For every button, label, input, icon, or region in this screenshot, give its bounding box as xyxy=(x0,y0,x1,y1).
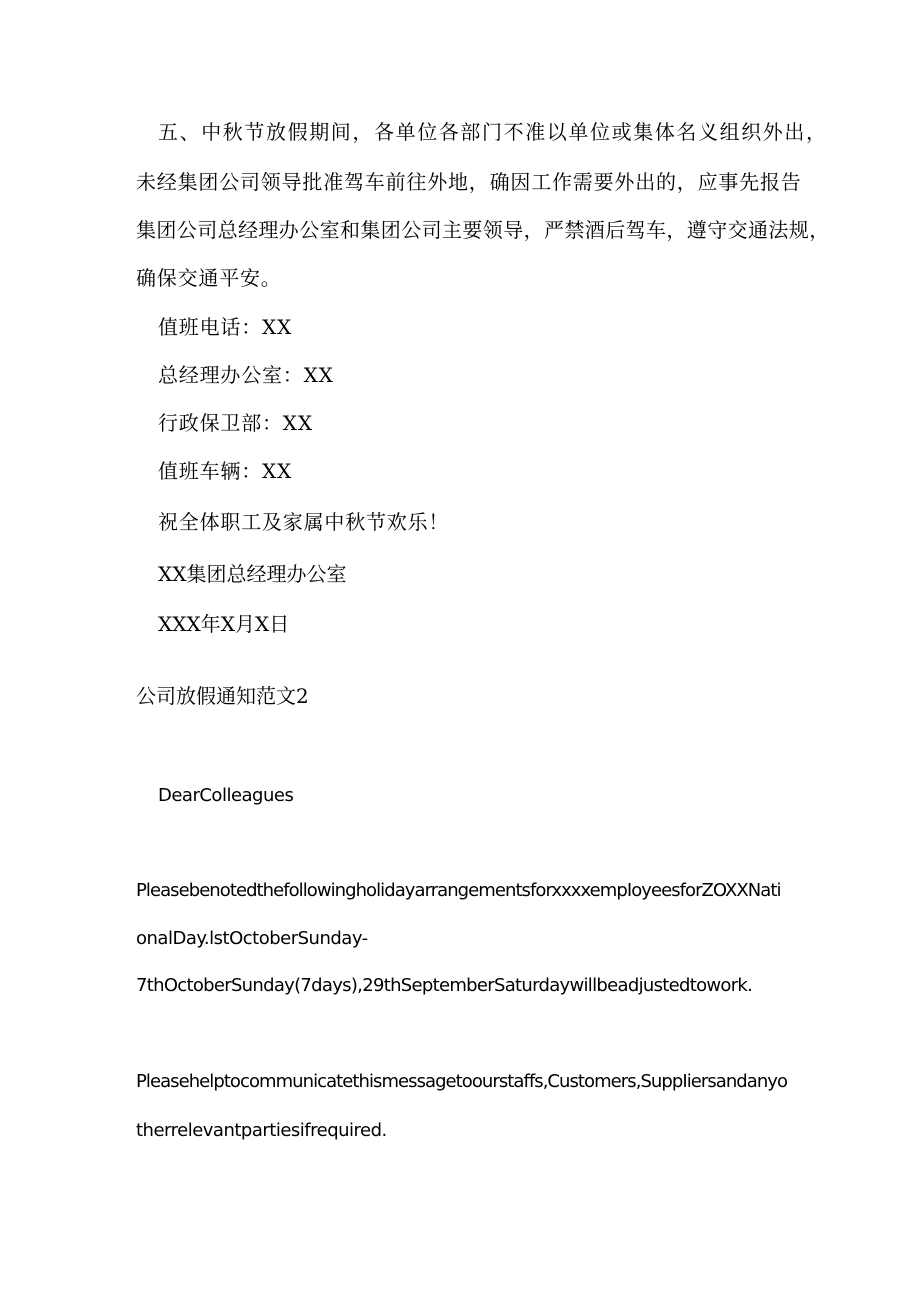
english-paragraph-2-line-2: therrelevantpartiesifrequired. xyxy=(136,1120,387,1141)
date: XXX年X月X日 xyxy=(158,612,290,636)
paragraph-5-line-2: 未经集团公司领导批准驾车前往外地，确因工作需要外出的，应事先报告 xyxy=(136,170,802,194)
english-paragraph-1-line-3: 7thOctoberSunday(7days),29thSeptemberSaturdaywillbeadjustedtowork. xyxy=(136,975,753,996)
contact-admin-security: 行政保卫部：XX xyxy=(158,411,313,435)
contact-gm-office: 总经理办公室：XX xyxy=(158,363,334,387)
english-paragraph-1-line-2: onalDay.lstOctoberSunday- xyxy=(136,928,368,949)
contact-duty-phone: 值班电话：XX xyxy=(158,315,293,339)
paragraph-5-line-4: 确保交通平安。 xyxy=(136,266,282,290)
english-paragraph-2-line-1: Pleasehelptocommunicatethismessagetoourstaffs‚Customers‚SuppIiersandanyo xyxy=(136,1071,788,1092)
paragraph-5-line-3: 集团公司总经理办公室和集团公司主要领导，严禁酒后驾车，遵守交通法规， xyxy=(136,218,830,242)
english-paragraph-1-line-1: PleasebenotedthefollowingholidayarrangementsforxxxxempIoyeesforZOXXNati xyxy=(136,880,781,901)
paragraph-5-line-1: 五、中秋节放假期间，各单位各部门不准以单位或集体名义组织外出， xyxy=(158,120,828,144)
salutation: DearColleagues xyxy=(158,785,294,806)
signature: XX集团总经理办公室 xyxy=(158,562,347,586)
contact-duty-vehicle: 值班车辆：XX xyxy=(158,459,293,483)
section-title: 公司放假通知范文2 xyxy=(136,684,309,708)
greeting: 祝全体职工及家属中秋节欢乐！ xyxy=(158,510,450,534)
